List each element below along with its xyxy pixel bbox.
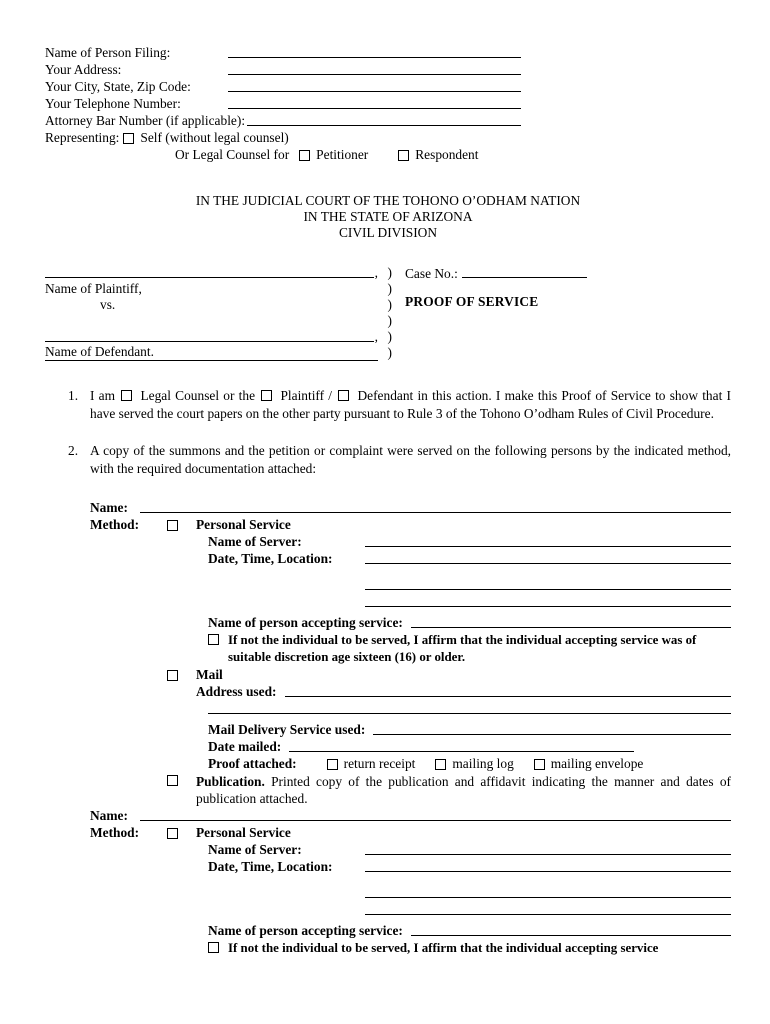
caption-parties <box>45 265 378 361</box>
date-time-location-cont-input[interactable] <box>365 914 731 915</box>
case-number-input[interactable] <box>462 265 587 278</box>
filer-field-row <box>45 78 521 95</box>
plaintiff-label: Name of Plaintiff, <box>45 281 142 296</box>
method-row <box>90 824 731 841</box>
attorney-bar-number-input[interactable] <box>247 125 521 126</box>
telephone-input[interactable] <box>228 108 521 109</box>
respondent-label: Respondent <box>415 147 479 162</box>
personal-service-details <box>208 841 731 957</box>
case-number-row <box>405 265 731 282</box>
item-number: 1. <box>68 388 79 403</box>
paragraph-1-segment: I am <box>90 388 116 403</box>
return-receipt-label: return receipt <box>343 756 416 771</box>
service-section <box>90 499 731 957</box>
case-no-label: Case No.: <box>405 266 458 281</box>
filer-field-row <box>45 61 521 78</box>
plaintiff-name-row <box>45 265 378 281</box>
server-name-input[interactable] <box>365 546 731 547</box>
paragraph-1-segment: Defendant in this action. I make this Proof of Service to show that I have served the court papers on the other party pursuant to Rule 3 of the Tohono O’odham Rules of Civil Procedure. <box>90 388 731 421</box>
publication-method-row <box>167 773 731 807</box>
self-option-label: Self (without legal counsel) <box>140 130 289 145</box>
filer-field-row <box>45 44 521 61</box>
mail-address-input[interactable] <box>285 696 732 697</box>
comma: , <box>374 329 378 344</box>
mail-address-cont-input[interactable] <box>208 713 731 714</box>
plaintiff-label-row <box>45 281 378 297</box>
name-label: Name: <box>90 808 128 823</box>
served-person-name-input[interactable] <box>140 820 731 821</box>
petitioner-label: Petitioner <box>316 147 369 162</box>
filer-field-row <box>45 112 521 129</box>
method-label: Method: <box>90 517 140 532</box>
caption-spacer-row <box>45 313 378 329</box>
date-time-location-input[interactable] <box>365 563 731 564</box>
mailing-log-label: mailing log <box>452 756 514 771</box>
publication-checkbox[interactable] <box>167 775 178 786</box>
personal-service-label: Personal Service <box>196 517 291 532</box>
accepting-person-input[interactable] <box>411 627 731 628</box>
address-used-row <box>196 683 731 700</box>
representing-label: Representing: <box>45 130 120 145</box>
legal-counsel-row <box>175 146 731 163</box>
paren: ) <box>387 297 392 312</box>
field-label: Attorney Bar Number (if applicable): <box>45 113 246 128</box>
filer-info-section <box>45 44 731 163</box>
representing-row <box>45 129 731 146</box>
continuation-row <box>208 593 731 610</box>
address-input[interactable] <box>228 74 521 75</box>
mail-delivery-label: Mail Delivery Service used: <box>208 722 366 737</box>
date-time-location-row <box>208 550 731 567</box>
accepting-person-row <box>208 614 731 631</box>
field-label: Name of Person Filing: <box>45 45 171 60</box>
court-heading-line1: IN THE JUDICIAL COURT OF THE TOHONO O’ODHAM NATION <box>195 193 581 208</box>
city-state-zip-input[interactable] <box>228 91 521 92</box>
server-name-row <box>208 841 731 858</box>
affirm-text: If not the individual to be served, I affirm that the individual accepting service <box>228 941 659 955</box>
address-continuation-row <box>208 700 731 717</box>
name-of-person-filing-input[interactable] <box>228 57 521 58</box>
paren: ) <box>387 281 392 296</box>
document-title: PROOF OF SERVICE <box>405 294 539 309</box>
paragraph-1 <box>68 387 731 422</box>
paren: ) <box>387 345 392 360</box>
suitable-age-affirmation <box>208 940 731 957</box>
date-mailed-label: Date mailed: <box>208 739 282 754</box>
personal-service-checkbox[interactable] <box>167 828 178 839</box>
proof-attached-label: Proof attached: <box>208 756 297 771</box>
server-name-row <box>208 533 731 550</box>
defendant-label: Name of Defendant. <box>45 344 154 359</box>
mail-delivery-service-input[interactable] <box>373 734 731 735</box>
field-label: Your City, State, Zip Code: <box>45 79 191 94</box>
server-name-input[interactable] <box>365 854 731 855</box>
accepting-person-row <box>208 922 731 939</box>
service-entry-2 <box>90 807 731 957</box>
mail-checkbox[interactable] <box>167 670 178 681</box>
comma: , <box>374 265 378 280</box>
method-label: Method: <box>90 825 140 840</box>
paragraph-1-segment: Legal Counsel or the <box>140 388 256 403</box>
publication-label: Publication. <box>196 774 265 789</box>
service-entry-1 <box>90 499 731 807</box>
representing-self-checkbox[interactable] <box>123 133 134 144</box>
date-time-location-cont-input[interactable] <box>365 606 731 607</box>
vs-label: vs. <box>100 297 116 312</box>
petitioner-checkbox[interactable] <box>299 150 310 161</box>
filer-field-row <box>45 95 521 112</box>
proof-attached-row <box>208 755 731 772</box>
caption-right <box>392 265 731 361</box>
date-time-location-row <box>208 858 731 875</box>
affirm-text: If not the individual to be served, I affirm that the individual accepting service was of suitable discretion age sixteen (16) or older. <box>228 633 697 664</box>
mail-details <box>208 721 731 772</box>
served-name-row <box>90 499 731 516</box>
paren: ) <box>387 329 392 344</box>
accepting-person-input[interactable] <box>411 935 731 936</box>
continuation-row <box>208 901 731 918</box>
defendant-name-row <box>45 329 378 345</box>
respondent-checkbox[interactable] <box>398 150 409 161</box>
court-heading-line3: CIVIL DIVISION <box>338 225 438 240</box>
suitable-age-checkbox[interactable] <box>208 634 219 645</box>
mailing-log-checkbox[interactable] <box>435 759 446 770</box>
field-label: Your Telephone Number: <box>45 96 181 111</box>
suitable-age-affirmation <box>208 632 731 666</box>
paren: ) <box>387 313 392 328</box>
paragraph-2 <box>68 442 731 477</box>
date-mailed-row <box>208 738 731 755</box>
court-heading-line2: IN THE STATE OF ARIZONA <box>303 209 473 224</box>
mail-label: Mail <box>196 667 223 682</box>
date-mailed-input[interactable] <box>289 751 634 752</box>
return-receipt-checkbox[interactable] <box>327 759 338 770</box>
served-person-name-input[interactable] <box>140 512 731 513</box>
paragraph-1-segment: Plaintiff / <box>280 388 333 403</box>
name-label: Name: <box>90 500 128 515</box>
plaintiff-name-input[interactable] <box>45 277 374 278</box>
plaintiff-checkbox[interactable] <box>261 390 272 401</box>
defendant-label-row <box>45 345 378 361</box>
date-time-location-label: Date, Time, Location: <box>208 551 333 566</box>
mailing-envelope-label: mailing envelope <box>550 756 644 771</box>
suitable-age-checkbox[interactable] <box>208 942 219 953</box>
date-time-location-cont-input[interactable] <box>365 897 731 898</box>
personal-service-details <box>208 533 731 666</box>
or-legal-counsel-label: Or Legal Counsel for <box>175 147 290 162</box>
field-label: Your Address: <box>45 62 122 77</box>
personal-service-checkbox[interactable] <box>167 520 178 531</box>
server-label: Name of Server: <box>208 534 302 549</box>
mailing-envelope-checkbox[interactable] <box>534 759 545 770</box>
defendant-name-input[interactable] <box>45 341 374 342</box>
method-row <box>90 516 731 533</box>
continuation-row <box>208 884 731 901</box>
defendant-checkbox[interactable] <box>338 390 349 401</box>
paragraph-1-text <box>90 387 731 422</box>
date-time-location-input[interactable] <box>365 871 731 872</box>
paragraph-2-text: A copy of the summons and the petition or complaint were served on the following persons by the indicated method, with the required documentation attached: <box>90 443 731 476</box>
case-caption <box>45 265 731 361</box>
address-used-label: Address used: <box>196 684 277 699</box>
personal-service-label: Personal Service <box>196 825 291 840</box>
vs-row <box>45 297 378 313</box>
server-label: Name of Server: <box>208 842 302 857</box>
court-heading <box>45 193 731 241</box>
continuation-row <box>208 576 731 593</box>
accepting-label: Name of person accepting service: <box>208 923 403 938</box>
publication-text: Printed copy of the publication and affidavit indicating the manner and dates of publication attached. <box>196 774 731 806</box>
date-time-location-cont-input[interactable] <box>365 589 731 590</box>
mail-method-row <box>167 666 731 683</box>
served-name-row <box>90 807 731 824</box>
paren: ) <box>387 265 392 280</box>
caption-paren-column <box>378 265 392 361</box>
legal-counsel-checkbox[interactable] <box>121 390 132 401</box>
date-time-location-label: Date, Time, Location: <box>208 859 333 874</box>
item-number: 2. <box>68 443 79 458</box>
mail-delivery-row <box>208 721 731 738</box>
accepting-label: Name of person accepting service: <box>208 615 403 630</box>
